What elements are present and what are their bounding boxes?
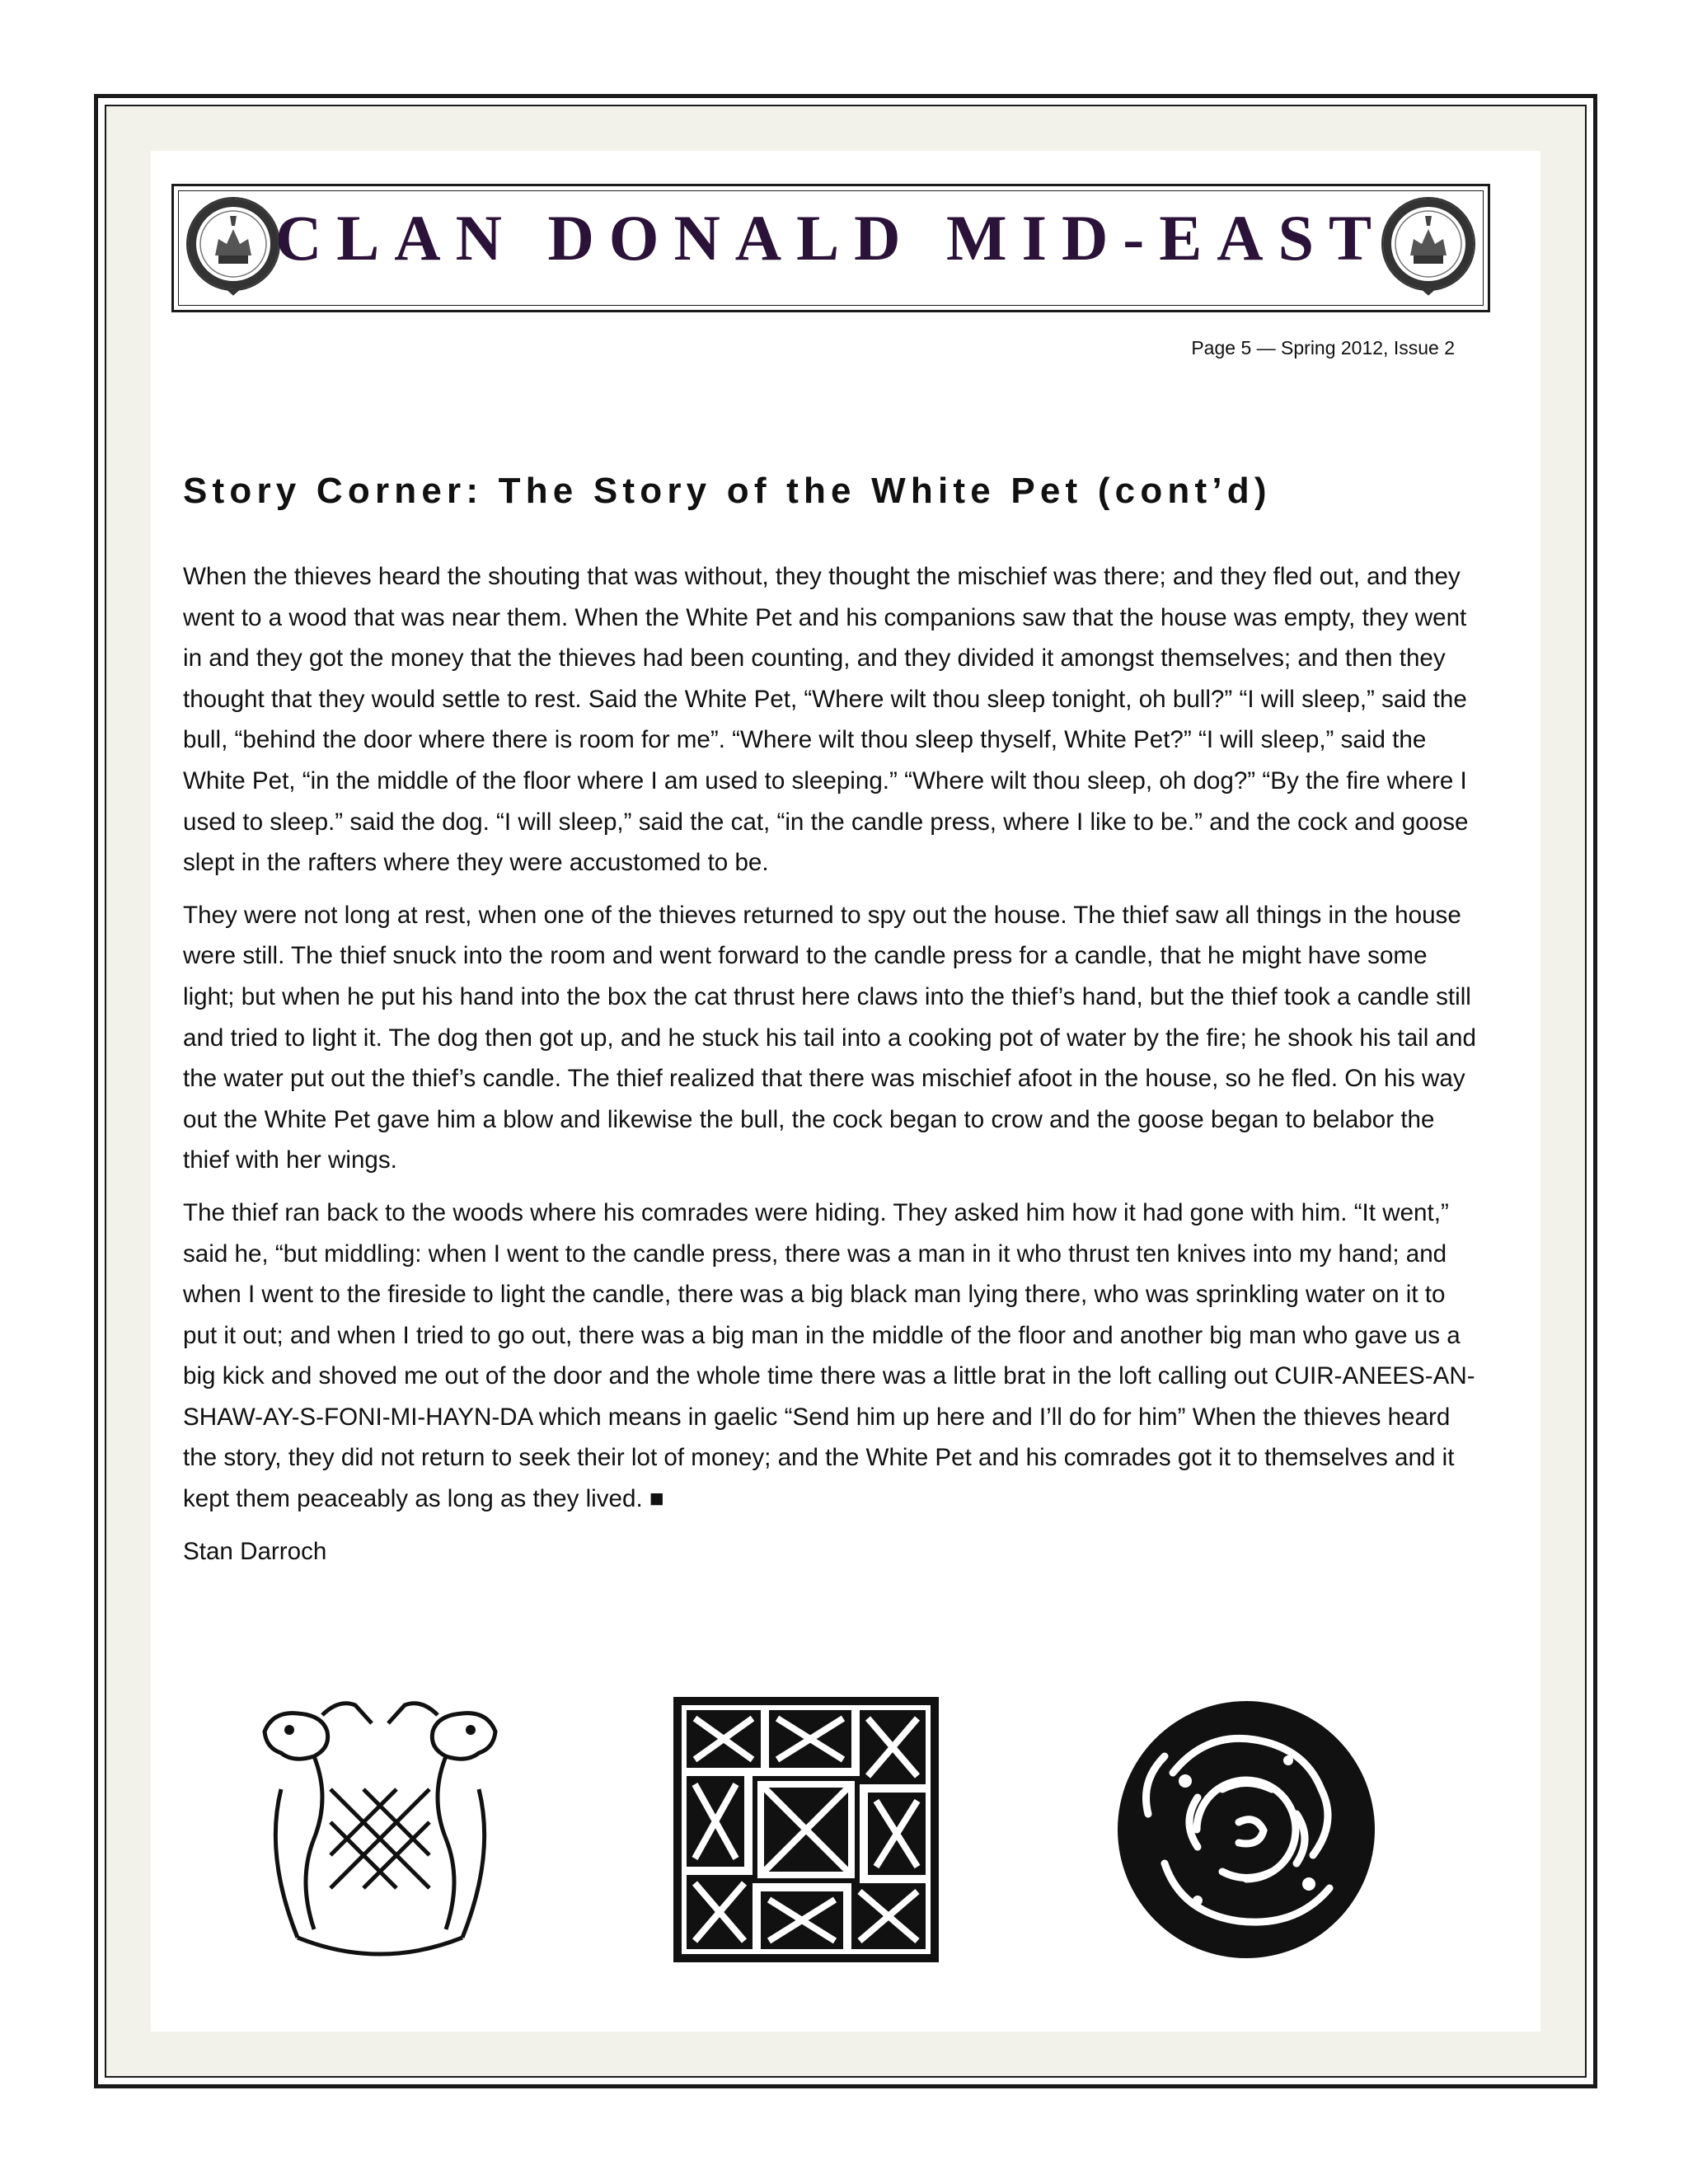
article-paragraph: They were not long at rest, when one of the thieves returned to spy out the house. The thief saw all things in the house were still. The thief snuck into the room and went forward to the candle press for a candle, that he might have some light; but when he put his hand into the box the cat thrust here claws into the thief’s hand, but the thief took a candle still and tried to light it. The dog then got up, and he stuck his tail into a cooking pot of water by the fire; he shook his tail and the water put out the thief’s candle. The thief realized that there was mischief afoot in the house, so he fled. On his way out the White Pet gave him a blow and likewise the bull, the cock began to crow and the goose began to belabor the thief with her wings. [183,901,1476,1174]
issue-line: Page 5 — Spring 2012, Issue 2 [1191,337,1455,359]
article-title: Story Corner: The Story of the White Pet (cont’d) [183,471,1272,511]
article-paragraph: When the thieves heard the shouting that was without, they thought the mischief was there; and they fled out, and they went to a wood that was near them. When the White Pet and his companions saw that the house was empty, they went in and they got the money that the thieves had been counting, and they divided it amongst themselves; and then they thought that they would settle to rest. Said the White Pet, “Where wilt thou sleep tonight, oh bull?” “I will sleep,” said the bull, “behind the door where there is room for me”. “Where wilt thou sleep thyself, White Pet?” “I will sleep,” said the White Pet, “in the middle of the floor where I am used to sleeping.” “Where wilt thou sleep, oh dog?” “By the fire where I used to sleep.” said the dog. “I will sleep,” said the cat, “in the candle press, where I like to be.” and the cock and goose slept in the rafters where they were accustomed to be. [183,563,1469,877]
masthead-title: CLAN DONALD MID-EAST [274,202,1387,274]
article-author: Stan Darroch [183,1537,327,1565]
article-body [183,556,1485,1583]
article-paragraph: The thief ran back to the woods where his comrades were hiding. They asked him how it had gone with him. “It went,” said he, “but middling: when I went to the candle press, there was a man in it who thrust ten knives into my hand; and when I went to the fireside to light the candle, there was a big black man lying there, who was sprinkling water on it to put it out; and when I tried to go out, there was a big man in the middle of the floor and another big man who gave us a big kick and shoved me out of the door and the whole time there was a little brat in the loft calling out CUIR-ANEES-AN-SHAW-AY-S-FONI-MI-HAYN-DA which means in gaelic “Send him up here and I’ll do for him” When the thieves heard the story, they did not return to seek their lot of money; and the White Pet and his comrades got it to themselves and it kept them peaceably as long as they lived. ■ [183,1198,1475,1513]
masthead [171,184,1490,312]
celtic-spiral-roundel-icon [1115,1699,1377,1961]
page-border-inner [105,105,1587,2078]
celtic-square-knot-panel-icon [670,1694,942,1966]
page-border [94,94,1597,2088]
celtic-dragons-knot-icon [248,1690,512,1971]
clan-crest-icon [1379,196,1478,298]
newsletter-page [151,151,1540,2032]
